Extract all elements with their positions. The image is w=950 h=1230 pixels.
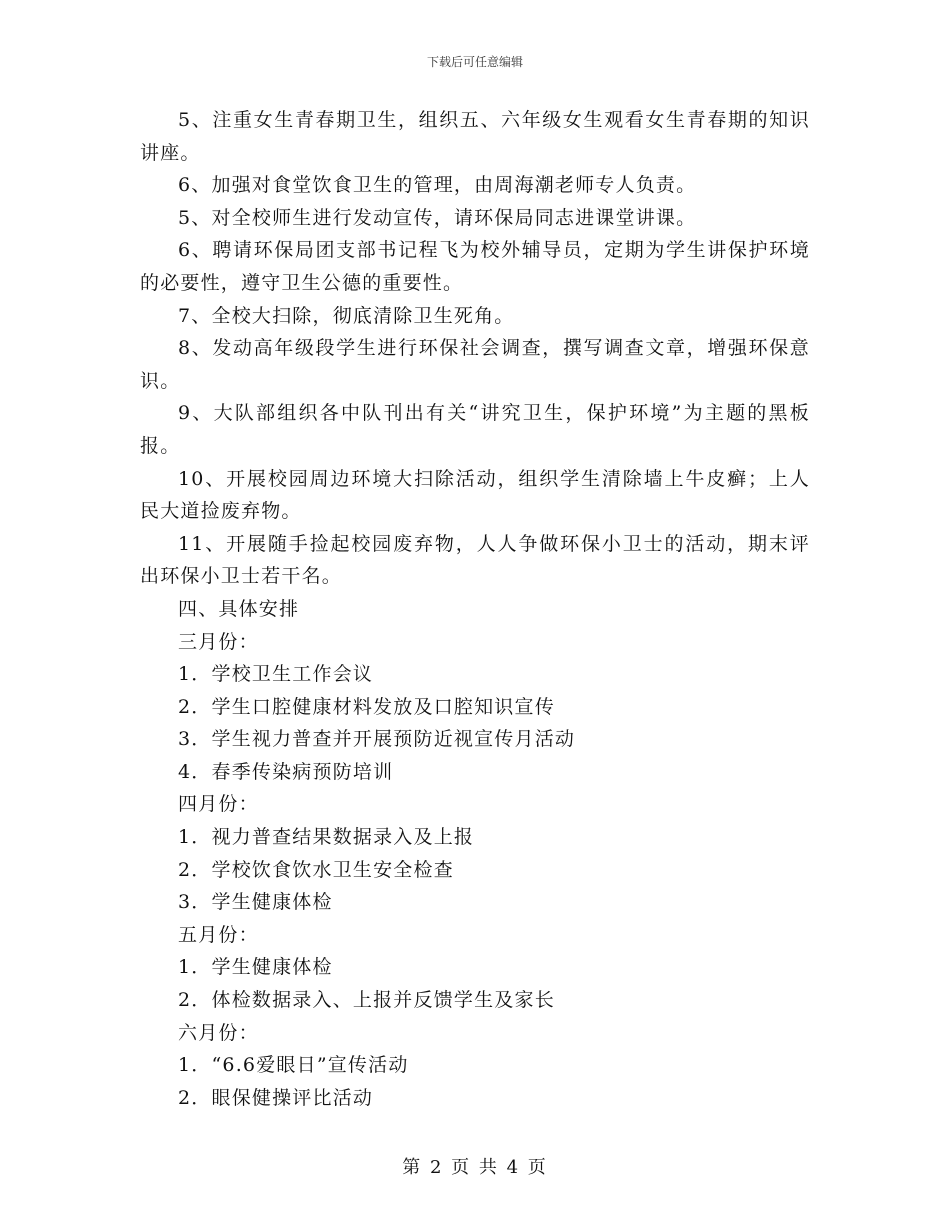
list-item: 1．学校卫生工作会议 [178, 663, 374, 686]
paragraph: 5、对全校师生进行发动宣传，请环保局同志进课堂讲课。 [178, 206, 697, 229]
month-heading: 六月份： [178, 1021, 259, 1044]
document-body [140, 104, 810, 1114]
paragraph: 6、聘请环保局团支部书记程飞为校外辅导员，定期为学生讲保护环境的必要性，遵守卫生公德的重要性。 [140, 239, 810, 294]
list-item: 1．视力普查结果数据录入及上报 [178, 826, 475, 849]
page-header-note: 下载后可任意编辑 [426, 55, 523, 69]
paragraph: 9、大队部组织各中队刊出有关“讲究卫生，保护环境”为主题的黑板报。 [140, 402, 810, 457]
list-item: 1．学生健康体检 [178, 956, 333, 979]
paragraph: 11、开展随手捡起校园废弃物，人人争做环保小卫士的活动，期末评出环保小卫士若干名。 [140, 532, 810, 588]
paragraph: 5、注重女生青春期卫生，组织五、六年级女生观看女生青春期的知识讲座。 [140, 109, 810, 164]
list-item: 2．眼保健操评比活动 [178, 1086, 374, 1109]
list-item: 3．学生健康体检 [178, 891, 333, 914]
page-number-footer: 第 2 页 共 4 页 [402, 1157, 548, 1178]
section-heading: 四、具体安排 [178, 597, 300, 620]
paragraph: 7、全校大扫除，彻底清除卫生死角。 [178, 304, 515, 327]
month-heading: 五月份： [178, 923, 259, 946]
paragraph: 8、发动高年级段学生进行环保社会调查，撰写调查文章，增强环保意识。 [140, 337, 810, 392]
list-item: 1．“6.6爱眼日”宣传活动 [178, 1054, 409, 1077]
list-item: 2．体检数据录入、上报并反馈学生及家长 [178, 989, 555, 1012]
list-item: 2．学校饮食饮水卫生安全检查 [178, 858, 454, 881]
month-heading: 四月份： [178, 793, 259, 816]
paragraph: 10、开展校园周边环境大扫除活动，组织学生清除墙上牛皮癣；上人民大道捡废弃物。 [140, 467, 810, 523]
list-item: 2．学生口腔健康材料发放及口腔知识宣传 [178, 695, 555, 718]
paragraph: 6、加强对食堂饮食卫生的管理，由周海潮老师专人负责。 [178, 174, 697, 197]
month-heading: 三月份： [178, 630, 259, 653]
list-item: 4．春季传染病预防培训 [178, 760, 394, 783]
list-item: 3．学生视力普查并开展预防近视宣传月活动 [178, 728, 576, 751]
